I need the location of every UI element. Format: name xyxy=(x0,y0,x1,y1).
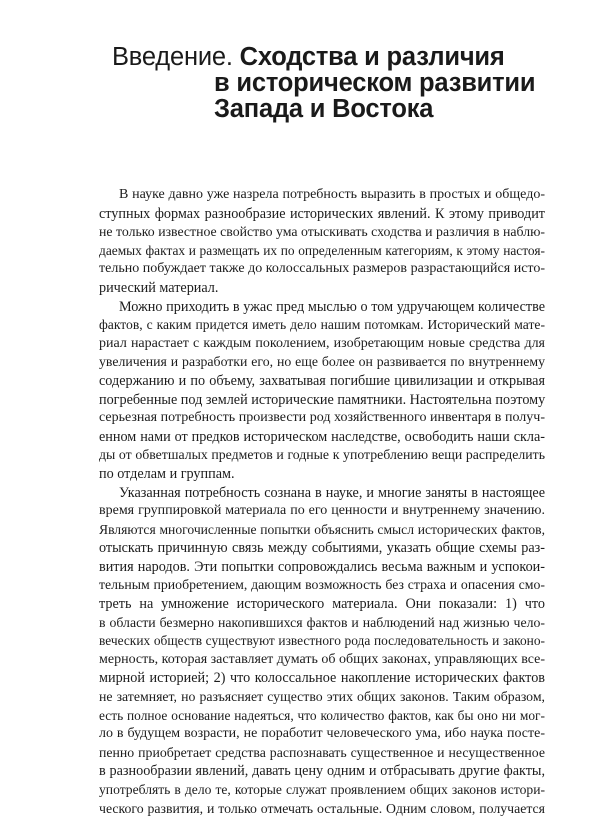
text-line: употреблять в дело те, которые служат проявлением общих законов истори- xyxy=(99,781,545,800)
text-line: мерность, которая заставляет думать об общих законах, управляющих все- xyxy=(99,651,545,670)
chapter-title-line: Запада и Востока xyxy=(112,96,572,122)
text-line: в разнообразии явлений, давать цену одним и отбрасывать другие факты, xyxy=(99,762,545,781)
text-line: не только известное свойство ума отыскивать сходства и различия в наблю- xyxy=(99,223,545,242)
text-line: енном нами от предков историческом наследстве, освободить наши скла- xyxy=(99,428,545,447)
text-line: увеличения и разработки его, но еще более он развивается по внутреннему xyxy=(99,353,545,372)
text-line: веческих обществ существуют известного рода последовательность и законо- xyxy=(99,632,545,651)
text-line: погребенные под землей исторические памятники. Настоятельна поэтому xyxy=(99,391,545,410)
text-line: вития народов. Эти попытки сопровождались весьма важным и успокои- xyxy=(99,558,545,577)
text-line: В науке давно уже назрела потребность выразить в простых и общедо- xyxy=(99,186,545,205)
text-line: в области безмерно накопившихся фактов и наблюдений над жизнью чело- xyxy=(99,614,545,633)
body-text xyxy=(99,186,545,818)
text-line: серьезная потребность произвести род хозяйственного инвентаря в получ- xyxy=(99,409,545,428)
text-line: фактов, с каким придется иметь дело нашим потомкам. Исторический мате- xyxy=(99,316,545,335)
text-line: треть на умножение исторического материала. Они показали: 1) что xyxy=(99,595,545,614)
text-line: пенно приобретает средства распознавать существенное и несущественное xyxy=(99,744,545,763)
paragraph xyxy=(99,186,545,298)
paragraph xyxy=(99,484,545,818)
text-line: есть полное основание надеяться, что количество фактов, как бы оно ни мог- xyxy=(99,707,545,726)
text-line: время группировкой материала по его ценности и внутреннему значению. xyxy=(99,502,545,521)
paragraph xyxy=(99,298,545,484)
text-line: содержанию и по объему, захватывая погибшие цивилизации и открывая xyxy=(99,372,545,391)
chapter-heading xyxy=(112,44,572,122)
text-line: мирной историей; 2) что колоссальное накопление исторических фактов xyxy=(99,669,545,688)
text-line: риал нарастает с каждым поколением, изобретающим новые средства для xyxy=(99,335,545,354)
text-line: рический материал. xyxy=(99,279,545,298)
text-line: даемых фактах и размещать их по определенным категориям, к этому настоя- xyxy=(99,242,545,261)
text-line: не затемняет, но разъясняет существо этих общих законов. Таким образом, xyxy=(99,688,545,707)
heading-line-1 xyxy=(112,44,572,70)
text-line: ло в будущем возрасти, не поработит человеческого ума, ибо наука посте- xyxy=(99,725,545,744)
text-line: Являются многочисленные попытки объяснить смысл исторических фактов, xyxy=(99,521,545,540)
text-line: отыскать причинную связь между событиями, указать общие схемы раз- xyxy=(99,539,545,558)
text-line: Указанная потребность сознана в науке, и многие заняты в настоящее xyxy=(99,484,545,503)
text-line: ческого развития, и только отмечать остальные. Одним словом, получается xyxy=(99,800,545,818)
text-line: Можно приходить в ужас пред мыслью о том удручающем количестве xyxy=(99,298,545,317)
text-line: тельным приобретением, дающим возможность без страха и опасения смо- xyxy=(99,576,545,595)
text-line: тельно побуждает также до колоссальных размеров разрастающийся исто- xyxy=(99,260,545,279)
chapter-title-line: в историческом развитии xyxy=(112,70,572,96)
text-line: по отделам и группам. xyxy=(99,465,545,484)
chapter-title-line: Сходства и различия xyxy=(240,43,505,71)
text-line: ступных формах разнообразие исторических явлений. К этому приводит xyxy=(99,205,545,224)
chapter-label: Введение. xyxy=(112,43,233,71)
text-line: ды от обветшалых предметов и годные к употреблению вещи распределить xyxy=(99,446,545,465)
